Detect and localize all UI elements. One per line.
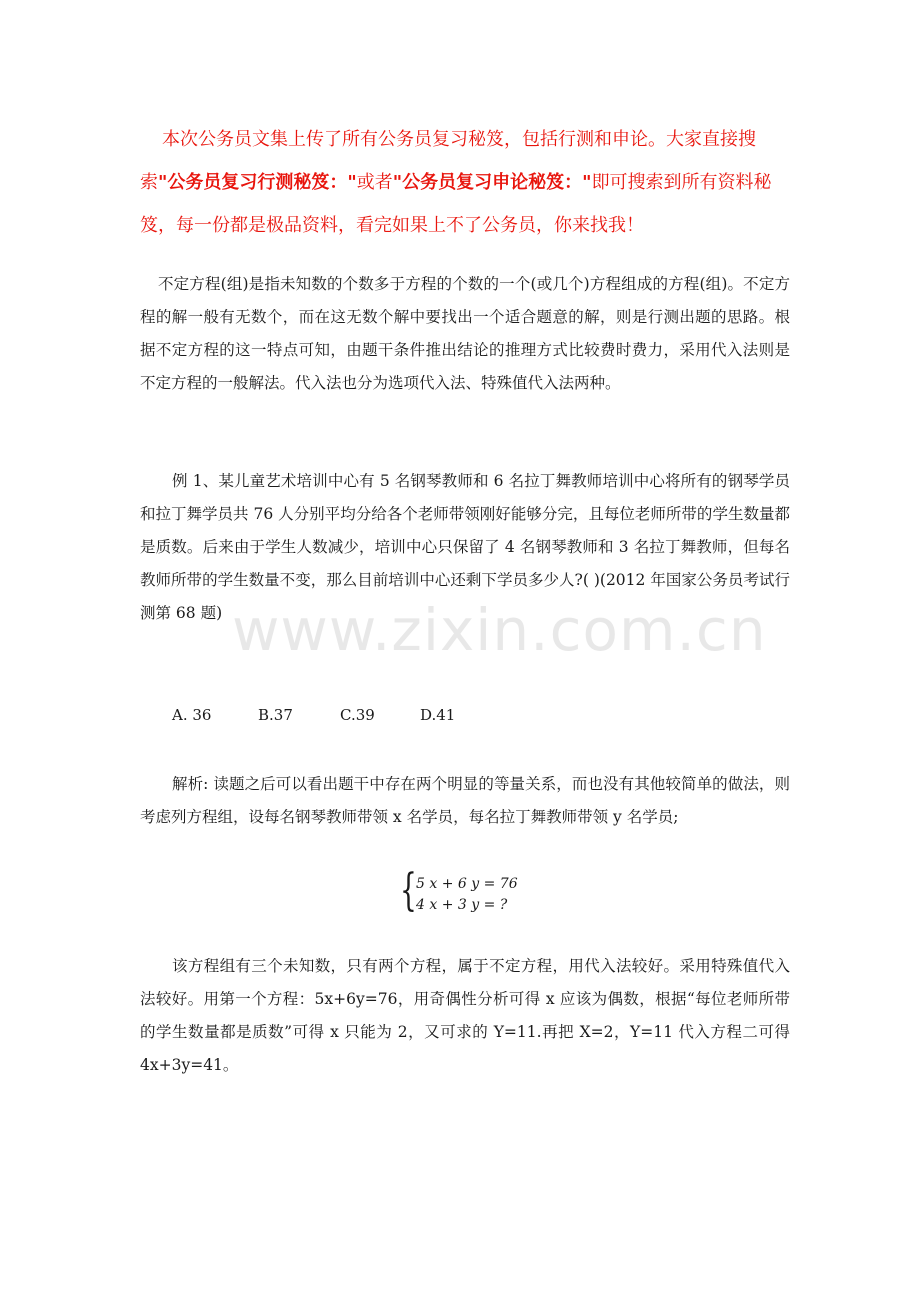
promo-line1: 本次公务员文集上传了所有公务员复习秘笈，包括行测和申论。大家直接搜索 [140,129,756,193]
option-d: D.41 [420,706,456,724]
equation-line-2: 4 x + 3 y = ? [416,897,508,913]
analysis-paragraph: 解析: 读题之后可以看出题干中存在两个明显的等量关系，而也没有其他较简单的做法，则考虑列方程组，设每名钢琴教师带领 x 名学员，每名拉丁舞教师带领 y 名学员; [140,775,790,826]
option-c: C.39 [340,706,375,724]
equation-line-1: 5 x + 6 y = 76 [416,876,518,892]
option-b: B.37 [258,706,293,724]
option-a: A. 36 [172,706,212,724]
promo-quote-close-1: ：" [329,172,357,193]
intro-paragraph: 不定方程(组)是指未知数的个数多于方程的个数的一个(或几个)方程组成的方程(组)。不定方程的解一般有无数个，而在这无数个解中要找出一个适合题意的解，则是行测出题的思路。根据不定方程的这一特点可知，由题干条件推出结论的推理方式比较费时费力，采用代入法则是不定方程的一般解法。代入法也分为选项代入法、特殊值代入法两种。 [140,275,790,392]
promo-quote-close-2: ：" [564,172,592,193]
promo-keyword-1: 公务员复习行测秘笈 [167,172,330,193]
watermark: www.zixin.com.cn [232,596,767,664]
answer-options [172,706,480,724]
promo-keyword-2: 公务员复习申论秘笈 [402,172,565,193]
equation-system [400,865,540,922]
equation-brace: { [400,865,417,916]
example-question: 例 1、某儿童艺术培训中心有 5 名钢琴教师和 6 名拉丁舞教师培训中心将所有的钢琴学员和拉丁舞学员共 76 人分别平均分给各个老师带领刚好能够分完，且每位老师所带的学生数量都是质数。后来由于学生人数减少，培训中心只保留了 4 名钢琴教师和 3 名拉丁舞教师，但每名教师所带的学生数量不变，那么目前培训中心还剩下学员多少人?( )(2012 年国家公务员考试行测第 68 题) [140,472,790,622]
promo-quote-open-2: " [392,172,403,193]
promo-or-text: 或者 [356,172,393,193]
conclusion-paragraph: 该方程组有三个未知数，只有两个方程，属于不定方程，用代入法较好。采用特殊值代入法较好。用第一个方程：5x+6y=76，用奇偶性分析可得 x 应该为偶数，根据“每位老师所带的学生数量都是质数”可得 x 只能为 2，又可求的 Y=11.再把 X=2，Y=11 代入方程二可得 4x+3y=41。 [140,957,790,1074]
promo-notice [140,118,790,247]
promo-tail: 即可搜索到所有资料秘笈，每一份都是极品资料，看完如果上不了公务员，你来找我！ [140,172,772,236]
promo-quote-open-1: " [158,172,168,193]
